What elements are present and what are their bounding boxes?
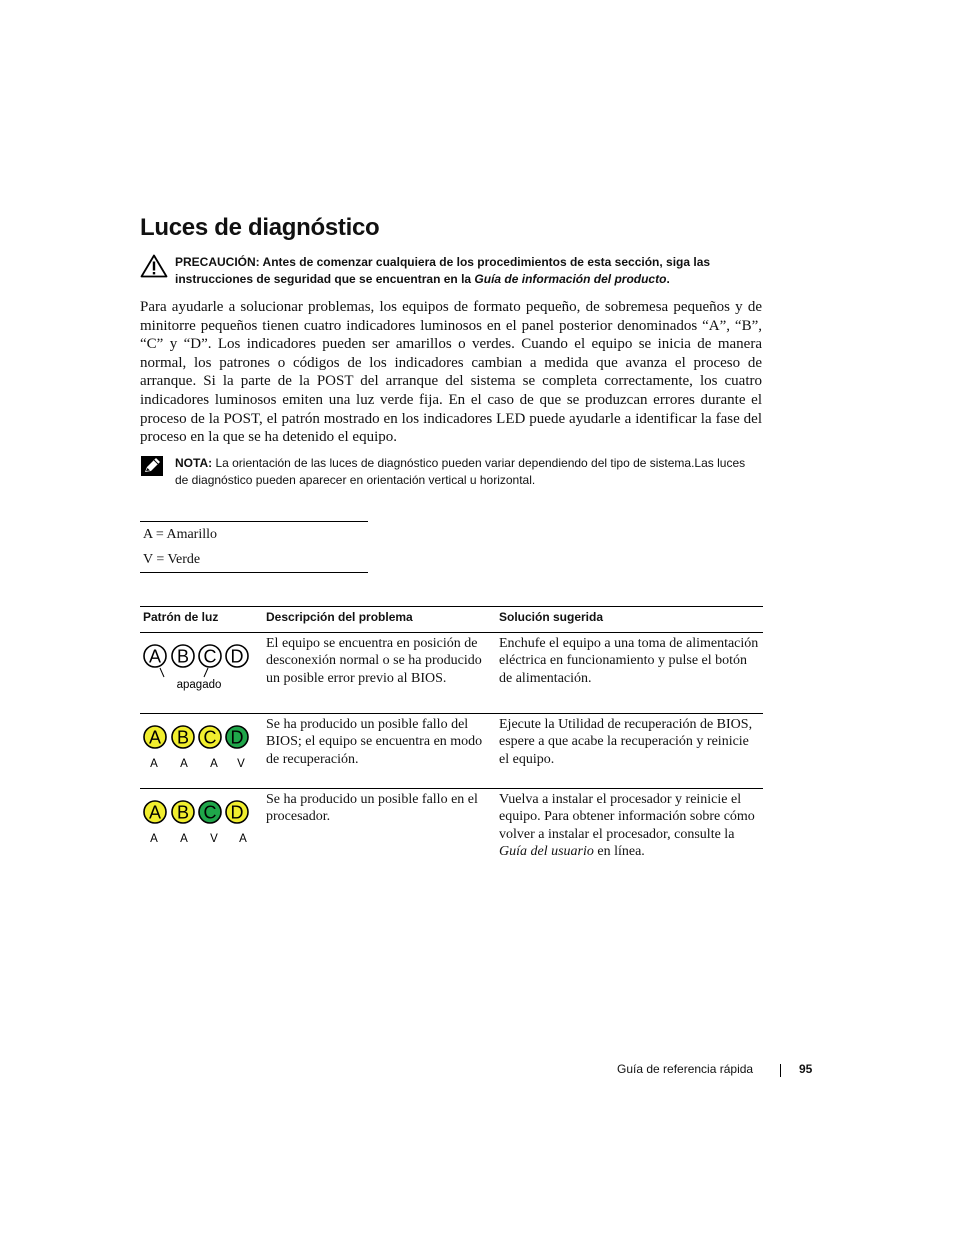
problem-description: Se ha producido un posible fallo del BIOS; el equipo se encuentra en modo de recuperación.	[266, 717, 483, 767]
caption-pointer	[160, 668, 164, 677]
header-light-pattern: Patrón de luz	[143, 610, 219, 624]
legend-item-green: V = Verde	[143, 552, 201, 567]
table-row	[140, 714, 763, 789]
led-letter: D	[230, 646, 244, 667]
caution-text: Antes de comenzar cualquiera de los procedimientos de esta sección, siga las instrucciones de seguridad que se encuentran en la	[175, 255, 711, 286]
led-letter: A	[148, 802, 162, 823]
caution-notice	[140, 254, 760, 288]
led-code: A	[150, 833, 158, 845]
led-indicators	[144, 801, 248, 823]
legend-item-amber: A = Amarillo	[143, 527, 218, 542]
footer-doc-title: Guía de referencia rápida	[617, 1062, 754, 1076]
led-letter: C	[203, 802, 217, 823]
note-label: NOTA:	[175, 456, 213, 470]
caption-pointer	[204, 668, 208, 677]
solution-text: Vuelva a instalar el procesador y reinicie el equipo. Para obtener información sobre cómo volver a instalar el procesador, consulte la	[499, 792, 755, 842]
led-letter: D	[230, 727, 244, 748]
led-code: A	[180, 833, 188, 845]
note-notice	[140, 455, 760, 489]
led-letter: D	[230, 802, 244, 823]
problem-description: Se ha producido un posible fallo en el procesador.	[266, 792, 478, 825]
caution-label: PRECAUCIÓN:	[175, 255, 260, 269]
led-letter: C	[203, 646, 217, 667]
suggested-solution: Enchufe el equipo a una toma de alimentación eléctrica en funcionamiento y pulse el botón de alimentación.	[499, 636, 759, 686]
caution-doc-ref: Guía de información del producto	[474, 272, 667, 286]
pencil-note-icon	[140, 455, 164, 477]
problem-description: El equipo se encuentra en posición de desconexión normal o se ha producido un posible error previo al BIOS.	[266, 636, 482, 686]
note-text: La orientación de las luces de diagnóstico pueden variar dependiendo del tipo de sistema.Las luces de diagnóstico pueden aparecer en orientación vertical u horizontal.	[175, 456, 746, 487]
diagnostic-lights-table	[140, 606, 763, 869]
led-letter: C	[203, 727, 217, 748]
suggested-solution	[499, 791, 761, 860]
color-legend	[140, 521, 368, 573]
led-letter: A	[148, 646, 162, 667]
led-indicators	[144, 726, 248, 748]
caution-end: .	[666, 272, 670, 286]
page-title: Luces de diagnóstico	[140, 214, 380, 241]
led-code: V	[210, 833, 218, 845]
header-problem-description: Descripción del problema	[266, 610, 413, 624]
led-caption: apagado	[176, 679, 222, 691]
header-suggested-solution: Solución sugerida	[499, 610, 604, 624]
led-letter: A	[148, 727, 162, 748]
intro-paragraph: Para ayudarle a solucionar problemas, los equipos de formato pequeño, de sobremesa pequeños y de minitorre pequeños tienen cuatro indicadores luminosos en el panel posterior denominados “A”, “B”, “C” y “D”. Los indicadores pueden ser amarillos o verdes. Cuando el equipo se inicia de manera normal, los patrones o códigos de los indicadores cambian a medida que avanza el proceso de arranque. Si la parte de la POST del arranque del sistema se completa correctamente, los cuatro indicadores luminosos emiten una luz verde fija. En el caso de que se produzcan errores durante el proceso de la POST, el patrón mostrado en los indicadores LED puede ayudarle a identificar la fase del proceso en la que se ha detenido el equipo.	[140, 299, 762, 446]
led-pattern-bios	[142, 724, 254, 772]
led-pattern-off	[142, 643, 254, 691]
table-header-row	[140, 606, 763, 633]
led-letter: B	[176, 802, 190, 823]
led-letter: B	[176, 646, 190, 667]
led-code: A	[210, 758, 218, 770]
footer-separator	[780, 1064, 781, 1077]
page-number: 95	[799, 1062, 813, 1076]
led-indicators	[144, 645, 248, 667]
led-pattern-processor	[142, 799, 254, 847]
suggested-solution: Ejecute la Utilidad de recuperación de BIOS, espere a que acabe la recuperación y reinicie el equipo.	[499, 717, 753, 767]
led-code: A	[239, 833, 247, 845]
solution-text-end: en línea.	[593, 843, 645, 859]
warning-triangle-icon	[140, 254, 168, 278]
table-row	[140, 633, 763, 714]
led-code: A	[150, 758, 158, 770]
led-code: V	[237, 758, 245, 770]
led-code: A	[180, 758, 188, 770]
solution-doc-ref: Guía del usuario	[499, 843, 594, 859]
table-row	[140, 789, 763, 869]
led-letter: B	[176, 727, 190, 748]
